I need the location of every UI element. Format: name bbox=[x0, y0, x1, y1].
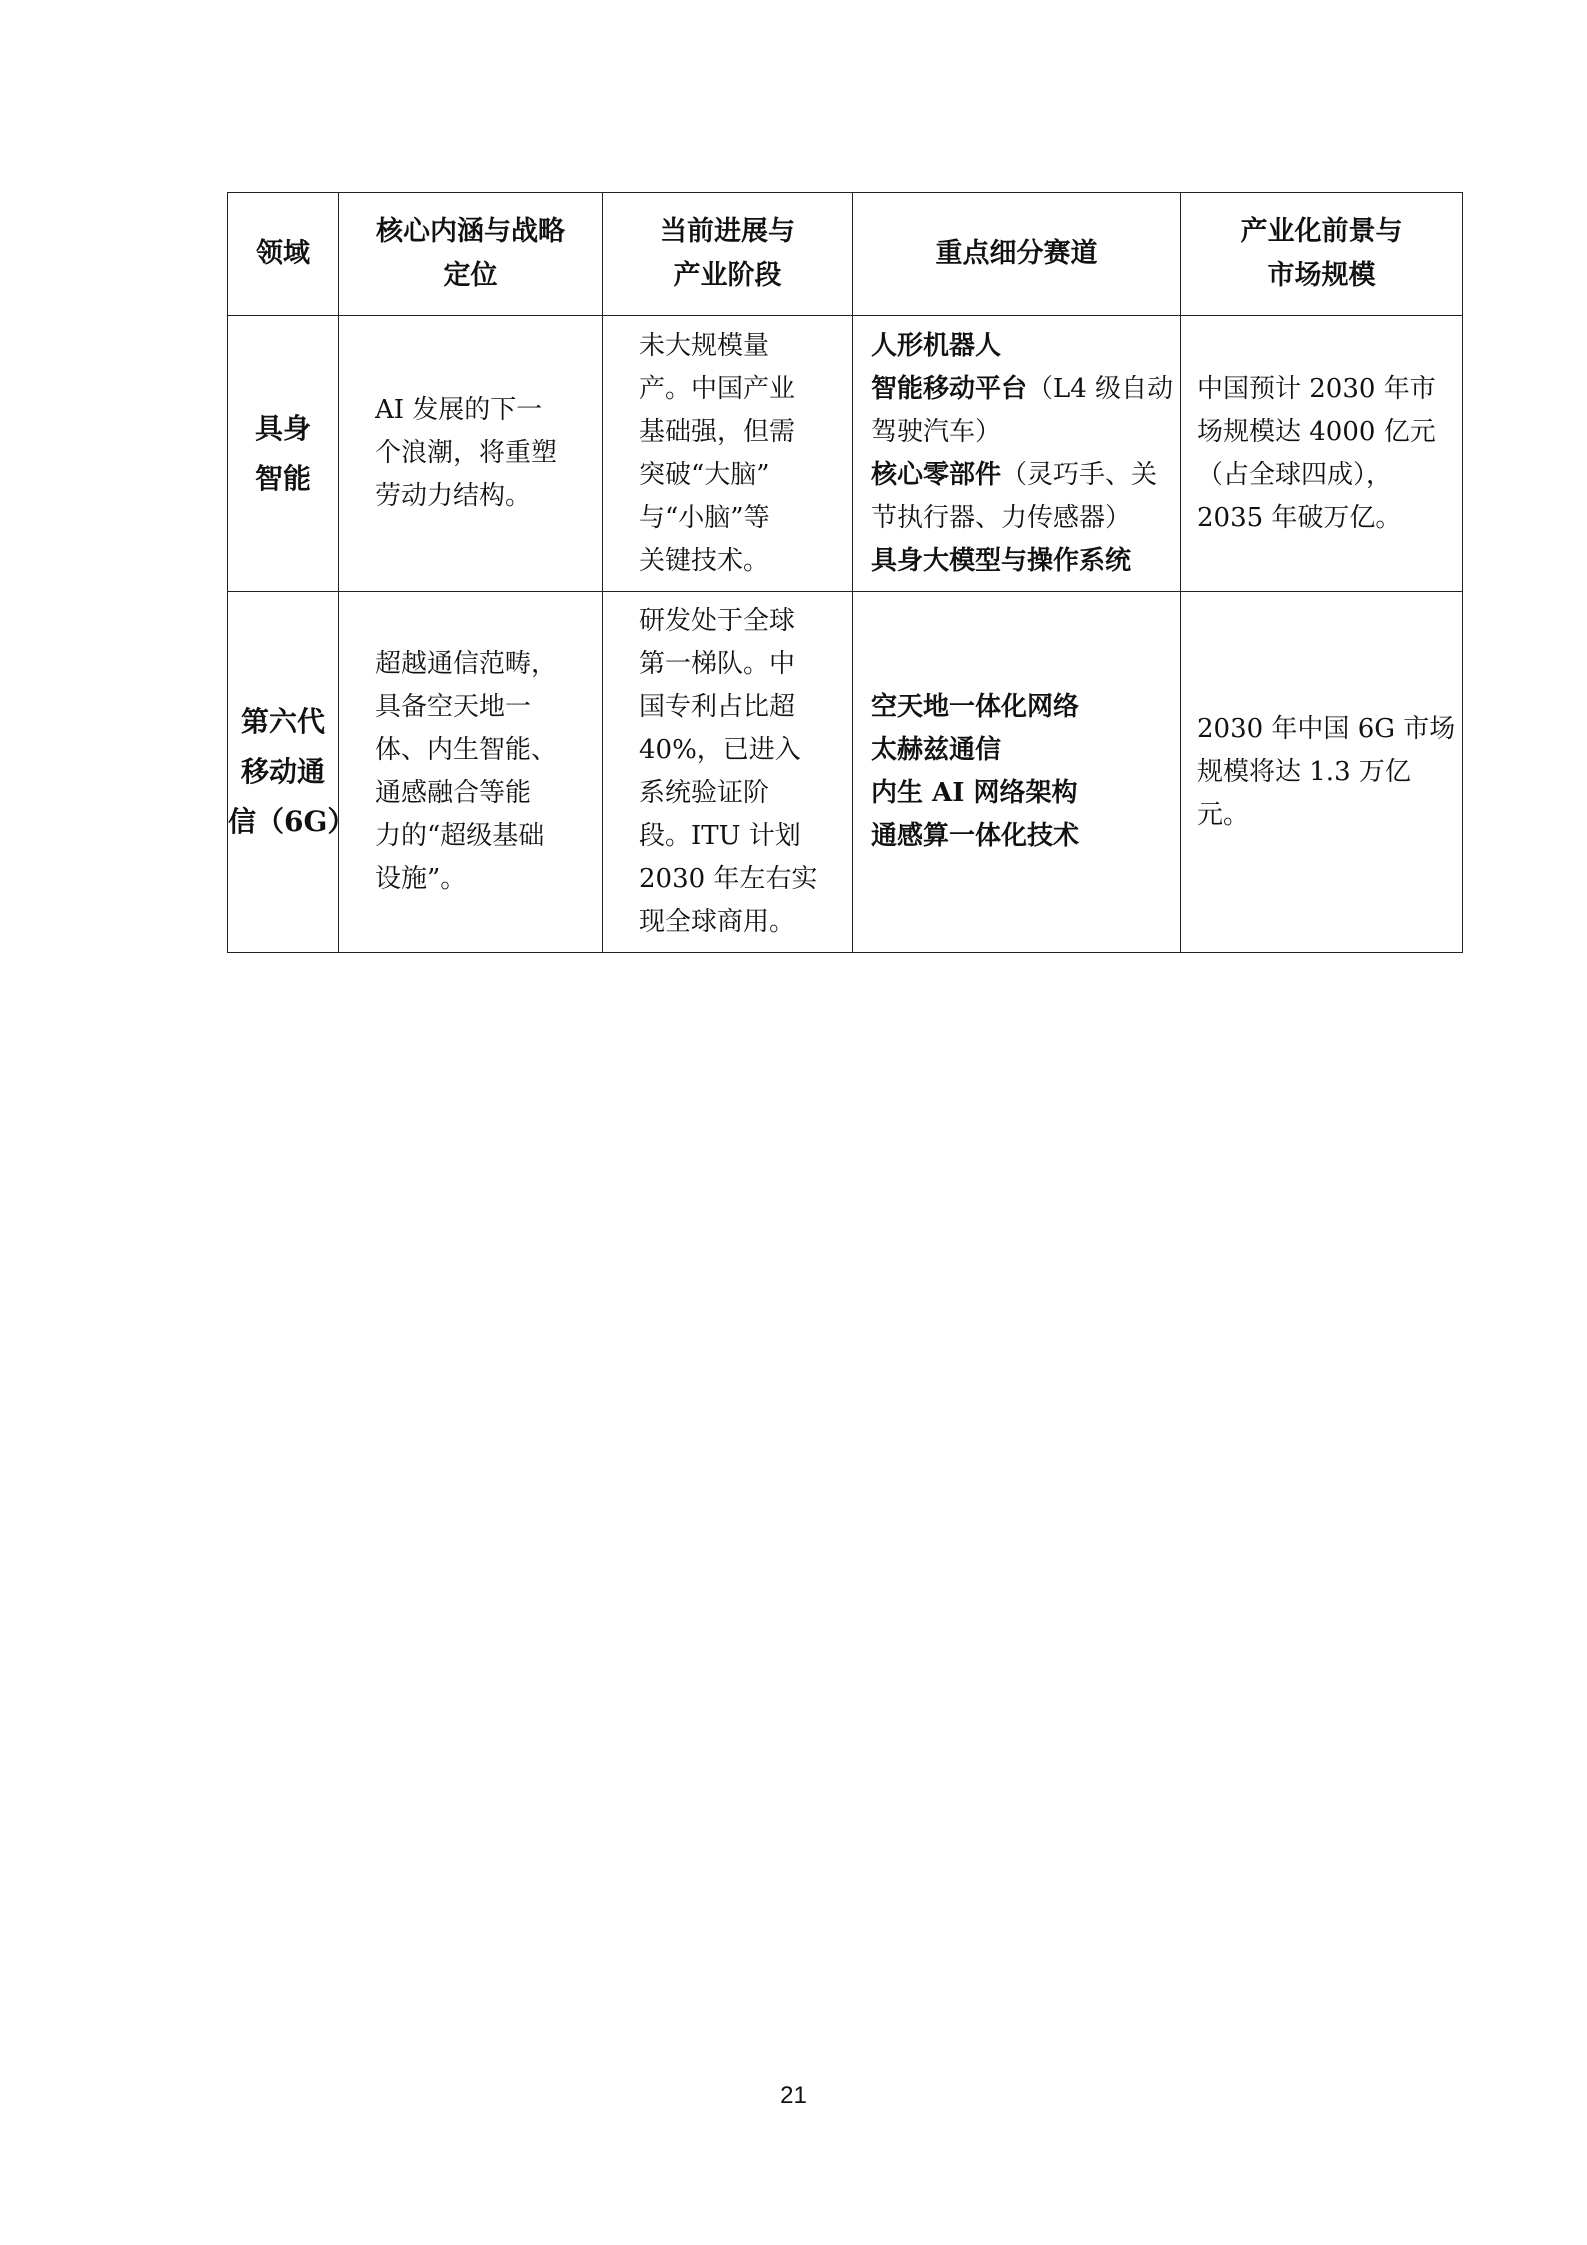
domain-cell bbox=[228, 316, 339, 592]
progress-line: 段。ITU 计划 bbox=[639, 821, 801, 851]
track-line bbox=[871, 497, 1172, 540]
domain-line: 具身 bbox=[254, 411, 311, 445]
core-cell bbox=[339, 592, 603, 953]
domain-cell bbox=[228, 592, 356, 953]
track-title: 人形机器人 bbox=[871, 330, 1002, 361]
market-line: 场规模达 4000 亿元 bbox=[1197, 416, 1436, 447]
progress-line: 突破“大脑” bbox=[639, 459, 770, 490]
market-cell bbox=[1181, 316, 1463, 592]
track-line bbox=[871, 686, 1172, 729]
track-line bbox=[871, 729, 1172, 772]
header-progress-line-1: 当前进展与 bbox=[660, 216, 795, 247]
track-line bbox=[871, 772, 1172, 815]
progress-line: 现全球商用。 bbox=[639, 907, 796, 937]
header-tracks-line-1: 重点细分赛道 bbox=[935, 238, 1098, 269]
header-domain bbox=[228, 193, 339, 316]
progress-line: 国专利占比超 bbox=[639, 692, 796, 722]
track-title: 内生 AI 网络架构 bbox=[871, 778, 1078, 808]
progress-cell bbox=[603, 316, 853, 592]
header-core-line-2: 定位 bbox=[443, 260, 498, 291]
domain-line: 移动通 bbox=[240, 755, 325, 788]
market-line: 中国预计 2030 年市 bbox=[1197, 373, 1436, 404]
market-line: 规模将达 1.3 万亿 bbox=[1197, 756, 1411, 787]
core-line: 力的“超级基础 bbox=[375, 821, 545, 851]
track-title: 核心零部件 bbox=[871, 459, 1002, 490]
domain-line: 第六代 bbox=[240, 705, 325, 738]
track-title: 太赫兹通信 bbox=[871, 735, 1002, 765]
tracks-cell bbox=[853, 592, 1181, 953]
progress-line: 产。中国产业 bbox=[639, 373, 796, 404]
progress-line: 2030 年左右实 bbox=[639, 864, 818, 894]
core-line: 体、内生智能、 bbox=[375, 735, 558, 765]
core-line: AI 发展的下一 bbox=[375, 395, 543, 425]
header-market-line-2: 市场规模 bbox=[1267, 260, 1376, 291]
track-line bbox=[871, 815, 1172, 858]
core-line: 具备空天地一 bbox=[375, 692, 532, 722]
header-core-line-1: 核心内涵与战略 bbox=[376, 216, 565, 247]
header-tracks bbox=[853, 193, 1181, 316]
header-domain-line-1: 领域 bbox=[256, 238, 310, 269]
header-core bbox=[339, 193, 603, 316]
header-market bbox=[1181, 193, 1463, 316]
market-line: 2035 年破万亿。 bbox=[1197, 502, 1402, 533]
track-note: （L4 级自动 bbox=[1027, 373, 1174, 404]
track-note: 节执行器、力传感器） bbox=[871, 502, 1132, 533]
progress-line: 关键技术。 bbox=[639, 545, 770, 576]
page-number: 21 bbox=[780, 2082, 807, 2109]
core-line: 个浪潮，将重塑 bbox=[375, 438, 558, 468]
market-cell bbox=[1181, 592, 1463, 953]
core-line: 设施”。 bbox=[375, 864, 467, 894]
core-line: 超越通信范畴， bbox=[375, 649, 558, 679]
track-title: 通感算一体化技术 bbox=[871, 821, 1080, 851]
track-title: 空天地一体化网络 bbox=[871, 692, 1080, 722]
progress-line: 未大规模量 bbox=[639, 330, 770, 361]
core-cell bbox=[339, 316, 603, 592]
market-line: （占全球四成）， bbox=[1197, 459, 1393, 490]
progress-cell bbox=[603, 592, 853, 953]
progress-line: 第一梯队。中 bbox=[639, 649, 796, 679]
core-line: 通感融合等能 bbox=[375, 778, 532, 808]
track-note: 驾驶汽车） bbox=[871, 416, 1002, 447]
domain-line: 智能 bbox=[254, 461, 311, 495]
header-progress-line-2: 产业阶段 bbox=[673, 260, 782, 291]
core-line: 劳动力结构。 bbox=[375, 481, 532, 511]
track-title: 具身大模型与操作系统 bbox=[871, 545, 1132, 576]
track-line bbox=[871, 540, 1172, 583]
track-note: （灵巧手、关 bbox=[1001, 459, 1158, 490]
track-title: 智能移动平台 bbox=[871, 373, 1028, 404]
industry-table bbox=[227, 192, 1463, 953]
progress-line: 基础强，但需 bbox=[639, 416, 796, 447]
track-line bbox=[871, 368, 1172, 411]
domain-line: 信（6G） bbox=[228, 805, 356, 838]
progress-line: 系统验证阶 bbox=[639, 778, 770, 808]
track-line bbox=[871, 325, 1172, 368]
progress-line: 40%，已进入 bbox=[639, 735, 801, 765]
track-line bbox=[871, 454, 1172, 497]
progress-line: 与“小脑”等 bbox=[639, 502, 770, 533]
table-row bbox=[228, 316, 1463, 592]
table-header-row bbox=[228, 193, 1463, 316]
table-row bbox=[228, 592, 1463, 953]
progress-line: 研发处于全球 bbox=[639, 606, 796, 636]
header-market-line-1: 产业化前景与 bbox=[1240, 216, 1403, 247]
market-line: 元。 bbox=[1197, 799, 1250, 830]
market-line: 2030 年中国 6G 市场 bbox=[1197, 713, 1456, 744]
tracks-cell bbox=[853, 316, 1181, 592]
header-progress bbox=[603, 193, 853, 316]
track-line bbox=[871, 411, 1172, 454]
